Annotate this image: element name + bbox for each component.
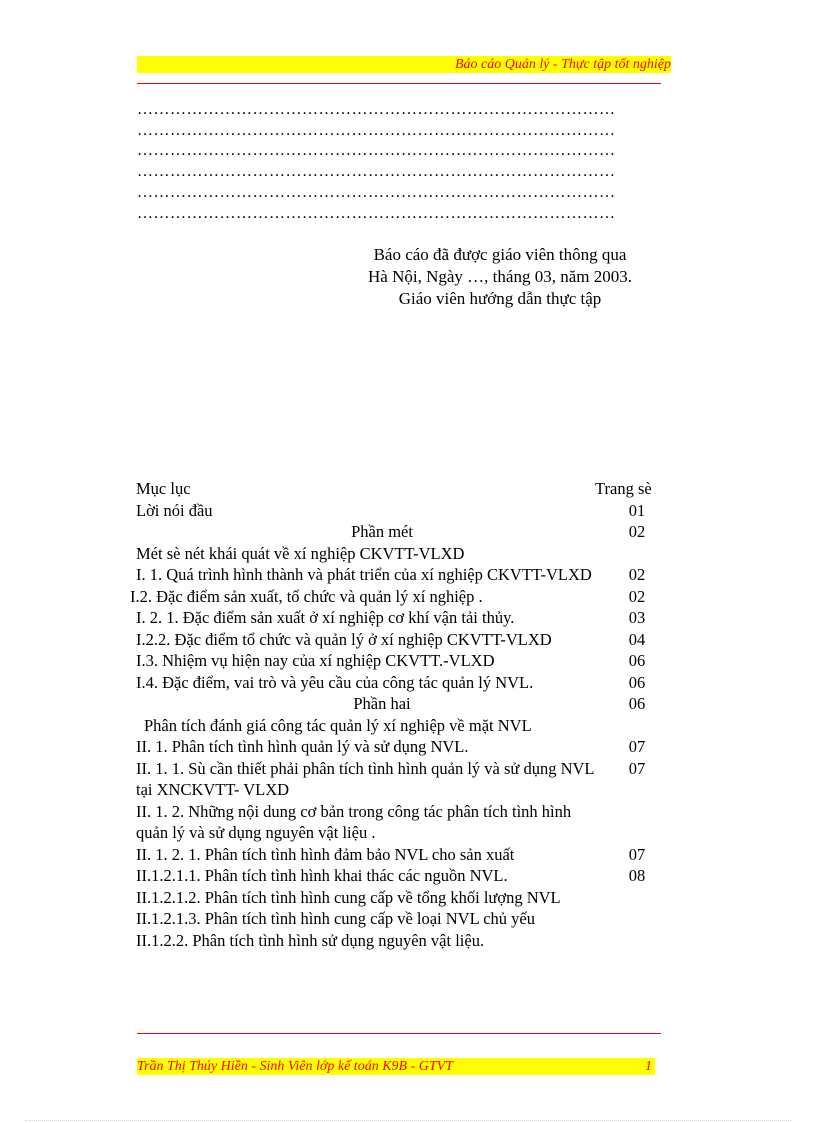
toc-entry-page: 06	[628, 694, 646, 713]
toc-entry-text: I.3. Nhiệm vụ hiện nay của xí nghiệp CKVTT.-VLXD	[136, 651, 495, 670]
toc-row	[136, 629, 666, 651]
table-of-contents	[130, 478, 666, 951]
toc-entry-page: 07	[628, 758, 646, 778]
toc-row	[136, 521, 666, 543]
toc-row	[136, 736, 666, 758]
toc-row	[136, 715, 666, 737]
toc-row	[136, 930, 666, 952]
toc-entry-text: II.1.2.1.2. Phân tích tình hình cung cấp về tổng khối lượng NVL	[136, 887, 561, 907]
toc-entry-page: 07	[628, 737, 646, 756]
toc-entry-text: II. 1. Phân tích tình hình quản lý và sử dụng NVL.	[136, 737, 469, 756]
approval-signer: Giáo viên hướng dẫn thực tập	[398, 289, 602, 308]
header-title: Báo cáo Quản lý - Thực tập tốt nghiệp	[454, 57, 671, 72]
dotted-line: ……………………………………………………………………………	[137, 163, 616, 181]
toc-row	[136, 844, 666, 866]
page-header	[137, 56, 671, 73]
toc-entry-text: II. 1. 1. Sù cần thiết phải phân tích tình hình quản lý và sử dụng NVL tại XNCKVTT- VLXD	[136, 758, 594, 799]
toc-entry-text: I.2.2. Đặc điểm tổ chức và quản lý ở xí nghiệp CKVTT-VLXD	[136, 629, 552, 649]
toc-row	[136, 908, 666, 930]
toc-entry-page: 03	[628, 608, 646, 627]
toc-row	[136, 693, 666, 715]
toc-entry-page: 07	[628, 844, 646, 864]
toc-row	[136, 801, 666, 844]
dotted-line: ……………………………………………………………………………	[137, 101, 616, 118]
toc-entry-text: Lời nói đầu	[136, 500, 213, 520]
toc-entry-text: Phân tích đánh giá công tác quản lý xí nghiệp về mặt NVL	[144, 715, 532, 735]
toc-entry-text: I.4. Đặc điểm, vai trò và yêu cầu của công tác quản lý NVL.	[136, 672, 534, 692]
toc-part-title: Phần hai	[353, 694, 411, 713]
toc-row	[136, 500, 666, 522]
page-bottom-border	[25, 1120, 791, 1121]
dotted-line: ……………………………………………………………………………	[137, 142, 616, 160]
toc-entry-page: 02	[628, 586, 646, 606]
page-number: 1	[645, 1059, 652, 1074]
toc-entry-page: 08	[628, 866, 646, 885]
dotted-fill-lines	[137, 100, 657, 224]
toc-part-title: Phần mét	[351, 522, 413, 541]
footer-text: Trần Thị Thúy Hiền - Sinh Viên lớp kế toán K9B - GTVT	[137, 1059, 453, 1074]
toc-page-heading: Trang sè	[595, 479, 652, 498]
toc-entry-text: I. 1. Quá trình hình thành và phát triển của xí nghiệp CKVTT-VLXD	[136, 565, 592, 584]
toc-row	[136, 758, 666, 801]
dotted-line: ……………………………………………………………………………	[137, 121, 616, 139]
toc-entry-page: 06	[628, 672, 646, 692]
header-rule	[137, 83, 661, 84]
page-footer	[137, 1058, 655, 1075]
approval-date: Hà Nội, Ngày …, tháng 03, năm 2003.	[368, 267, 632, 286]
toc-row	[136, 607, 666, 629]
dotted-line: ……………………………………………………………………………	[137, 183, 616, 201]
approval-line: Báo cáo đã được giáo viên thông qua	[373, 245, 627, 264]
toc-entry-text: II. 1. 2. 1. Phân tích tình hình đảm bảo NVL cho sản xuất	[136, 844, 515, 864]
toc-entry-text: II.1.2.1.3. Phân tích tình hình cung cấp về loại NVL chủ yếu	[136, 909, 535, 928]
toc-row	[136, 564, 666, 586]
approval-block	[340, 244, 660, 310]
dotted-line: ……………………………………………………………………………	[137, 204, 616, 222]
toc-entry-text: II.1.2.2. Phân tích tình hình sử dụng nguyên vật liệu.	[136, 930, 485, 950]
toc-row	[136, 887, 666, 909]
toc-row	[136, 672, 666, 694]
toc-entry-text: II.1.2.1.1. Phân tích tình hình khai thác các nguồn NVL.	[136, 866, 508, 885]
toc-row	[136, 650, 666, 672]
toc-entry-page: 02	[628, 565, 646, 584]
toc-row	[130, 586, 666, 608]
toc-row	[136, 543, 666, 565]
toc-entry-page: 04	[628, 629, 646, 649]
toc-entry-text: I. 2. 1. Đặc điểm sản xuất ở xí nghiệp cơ khí vận tải thủy.	[136, 608, 515, 627]
footer-rule	[137, 1033, 661, 1034]
toc-row	[136, 865, 666, 887]
toc-heading: Mục lục	[136, 479, 191, 498]
toc-entry-page: 01	[628, 500, 646, 520]
toc-entry-page: 02	[628, 522, 646, 541]
toc-header-row	[136, 478, 666, 500]
toc-entry-text: Mét sè nét khái quát về xí nghiệp CKVTT-VLXD	[136, 543, 465, 563]
toc-entry-page: 06	[628, 651, 646, 670]
toc-entry-text: II. 1. 2. Những nội dung cơ bản trong công tác phân tích tình hình quản lý và sử dụng nguyên vật liệu .	[136, 801, 572, 842]
toc-entry-text: I.2. Đặc điểm sản xuất, tổ chức và quản lý xí nghiệp .	[130, 586, 483, 606]
